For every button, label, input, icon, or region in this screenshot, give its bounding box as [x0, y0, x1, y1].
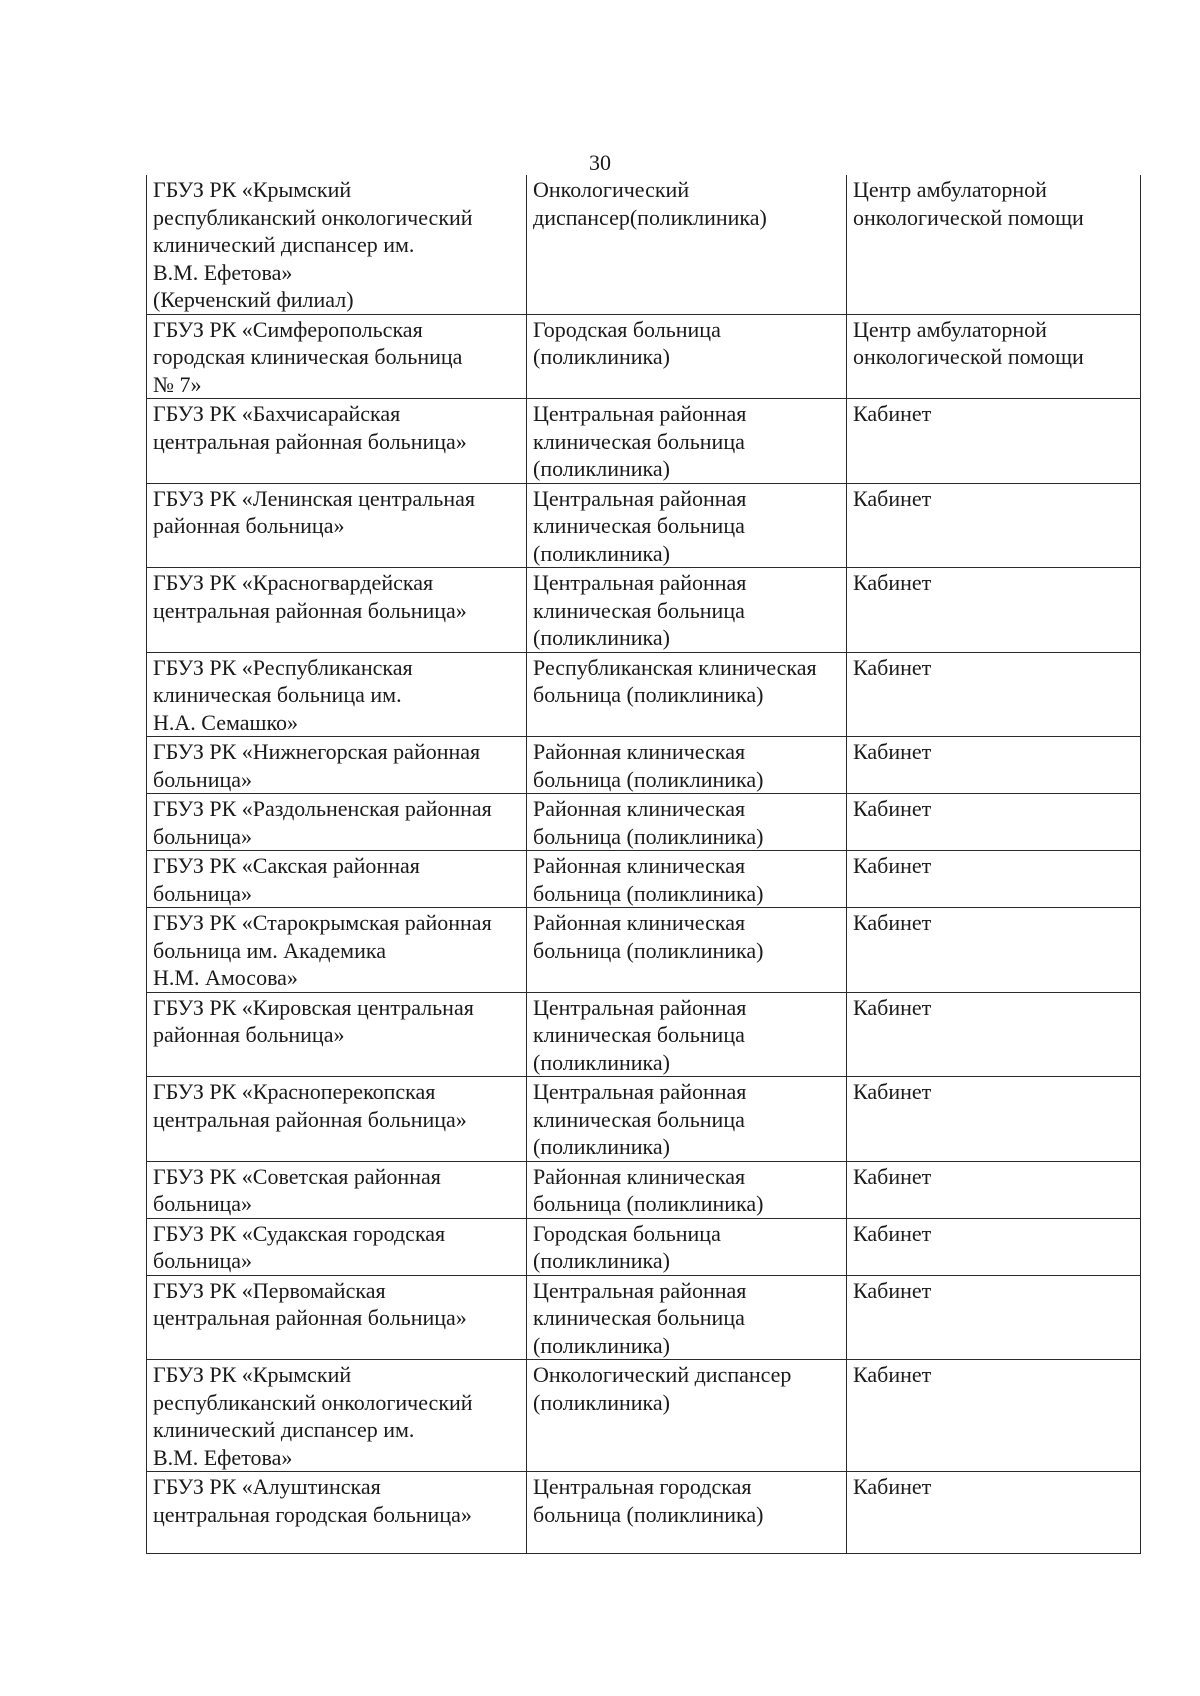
unit-cell: Кабинет: [847, 483, 1141, 568]
facility-type-cell: Городская больница (поликлиника): [527, 1218, 847, 1275]
facility-type-cell: Районная клиническая больница (поликлиника): [527, 737, 847, 794]
facility-type-cell: Районная клиническая больница (поликлиника): [527, 1161, 847, 1218]
institution-cell: ГБУЗ РК «Республиканская клиническая больница им. Н.А. Семашко»: [147, 652, 527, 737]
unit-cell: Кабинет: [847, 1275, 1141, 1360]
institution-cell: ГБУЗ РК «Алуштинская центральная городская больница»: [147, 1472, 527, 1554]
unit-cell: Центр амбулаторной онкологической помощи: [847, 175, 1141, 314]
facility-type-cell: Центральная районная клиническая больница (поликлиника): [527, 568, 847, 653]
unit-cell: Кабинет: [847, 1077, 1141, 1162]
unit-cell: Кабинет: [847, 1161, 1141, 1218]
facility-type-cell: Центральная городская больница (поликлиника): [527, 1472, 847, 1554]
institution-cell: ГБУЗ РК «Раздольненская районная больница»: [147, 794, 527, 851]
institution-cell: ГБУЗ РК «Симферопольская городская клиническая больница № 7»: [147, 314, 527, 399]
institution-cell: ГБУЗ РК «Кировская центральная районная больница»: [147, 992, 527, 1077]
institution-cell: ГБУЗ РК «Нижнегорская районная больница»: [147, 737, 527, 794]
facility-type-cell: Районная клиническая больница (поликлиника): [527, 908, 847, 993]
table-row: [147, 1360, 1141, 1472]
table-row: [147, 1161, 1141, 1218]
institution-cell: ГБУЗ РК «Красноперекопская центральная районная больница»: [147, 1077, 527, 1162]
institution-cell: ГБУЗ РК «Крымский республиканский онкологический клинический диспансер им. В.М. Ефетова»: [147, 1360, 527, 1472]
unit-cell: Центр амбулаторной онкологической помощи: [847, 314, 1141, 399]
table-row: [147, 737, 1141, 794]
unit-cell: Кабинет: [847, 568, 1141, 653]
table-row: [147, 1077, 1141, 1162]
table-row: [147, 1472, 1141, 1554]
table-row: [147, 851, 1141, 908]
table-row: [147, 794, 1141, 851]
unit-cell: Кабинет: [847, 652, 1141, 737]
institution-cell: ГБУЗ РК «Красногвардейская центральная районная больница»: [147, 568, 527, 653]
unit-cell: Кабинет: [847, 1218, 1141, 1275]
unit-cell: Кабинет: [847, 1472, 1141, 1554]
institutions-table-container: [146, 175, 1140, 1554]
institution-cell: ГБУЗ РК «Советская районная больница»: [147, 1161, 527, 1218]
institutions-table: [146, 175, 1141, 1554]
table-row: [147, 399, 1141, 484]
facility-type-cell: Республиканская клиническая больница (поликлиника): [527, 652, 847, 737]
facility-type-cell: Центральная районная клиническая больница (поликлиника): [527, 1077, 847, 1162]
table-row: [147, 568, 1141, 653]
unit-cell: Кабинет: [847, 908, 1141, 993]
institution-cell: ГБУЗ РК «Старокрымская районная больница им. Академика Н.М. Амосова»: [147, 908, 527, 993]
facility-type-cell: Центральная районная клиническая больница (поликлиника): [527, 483, 847, 568]
institution-cell: ГБУЗ РК «Судакская городская больница»: [147, 1218, 527, 1275]
table-row: [147, 908, 1141, 993]
table-row: [147, 1275, 1141, 1360]
institution-cell: ГБУЗ РК «Сакская районная больница»: [147, 851, 527, 908]
institution-cell: ГБУЗ РК «Бахчисарайская центральная районная больница»: [147, 399, 527, 484]
facility-type-cell: Онкологический диспансер (поликлиника): [527, 1360, 847, 1472]
table-row: [147, 992, 1141, 1077]
institution-cell: ГБУЗ РК «Крымский республиканский онкологический клинический диспансер им. В.М. Ефетова» (Керченский филиал): [147, 175, 527, 314]
unit-cell: Кабинет: [847, 1360, 1141, 1472]
facility-type-cell: Городская больница (поликлиника): [527, 314, 847, 399]
unit-cell: Кабинет: [847, 851, 1141, 908]
unit-cell: Кабинет: [847, 794, 1141, 851]
facility-type-cell: Районная клиническая больница (поликлиника): [527, 794, 847, 851]
facility-type-cell: Районная клиническая больница (поликлиника): [527, 851, 847, 908]
facility-type-cell: Центральная районная клиническая больница (поликлиника): [527, 992, 847, 1077]
unit-cell: Кабинет: [847, 992, 1141, 1077]
unit-cell: Кабинет: [847, 737, 1141, 794]
table-row: [147, 175, 1141, 314]
facility-type-cell: Центральная районная клиническая больница (поликлиника): [527, 399, 847, 484]
table-row: [147, 483, 1141, 568]
table-row: [147, 314, 1141, 399]
page-number: 30: [589, 150, 611, 175]
facility-type-cell: Онкологический диспансер(поликлиника): [527, 175, 847, 314]
institution-cell: ГБУЗ РК «Первомайская центральная районная больница»: [147, 1275, 527, 1360]
institution-cell: ГБУЗ РК «Ленинская центральная районная больница»: [147, 483, 527, 568]
table-row: [147, 652, 1141, 737]
unit-cell: Кабинет: [847, 399, 1141, 484]
facility-type-cell: Центральная районная клиническая больница (поликлиника): [527, 1275, 847, 1360]
table-row: [147, 1218, 1141, 1275]
